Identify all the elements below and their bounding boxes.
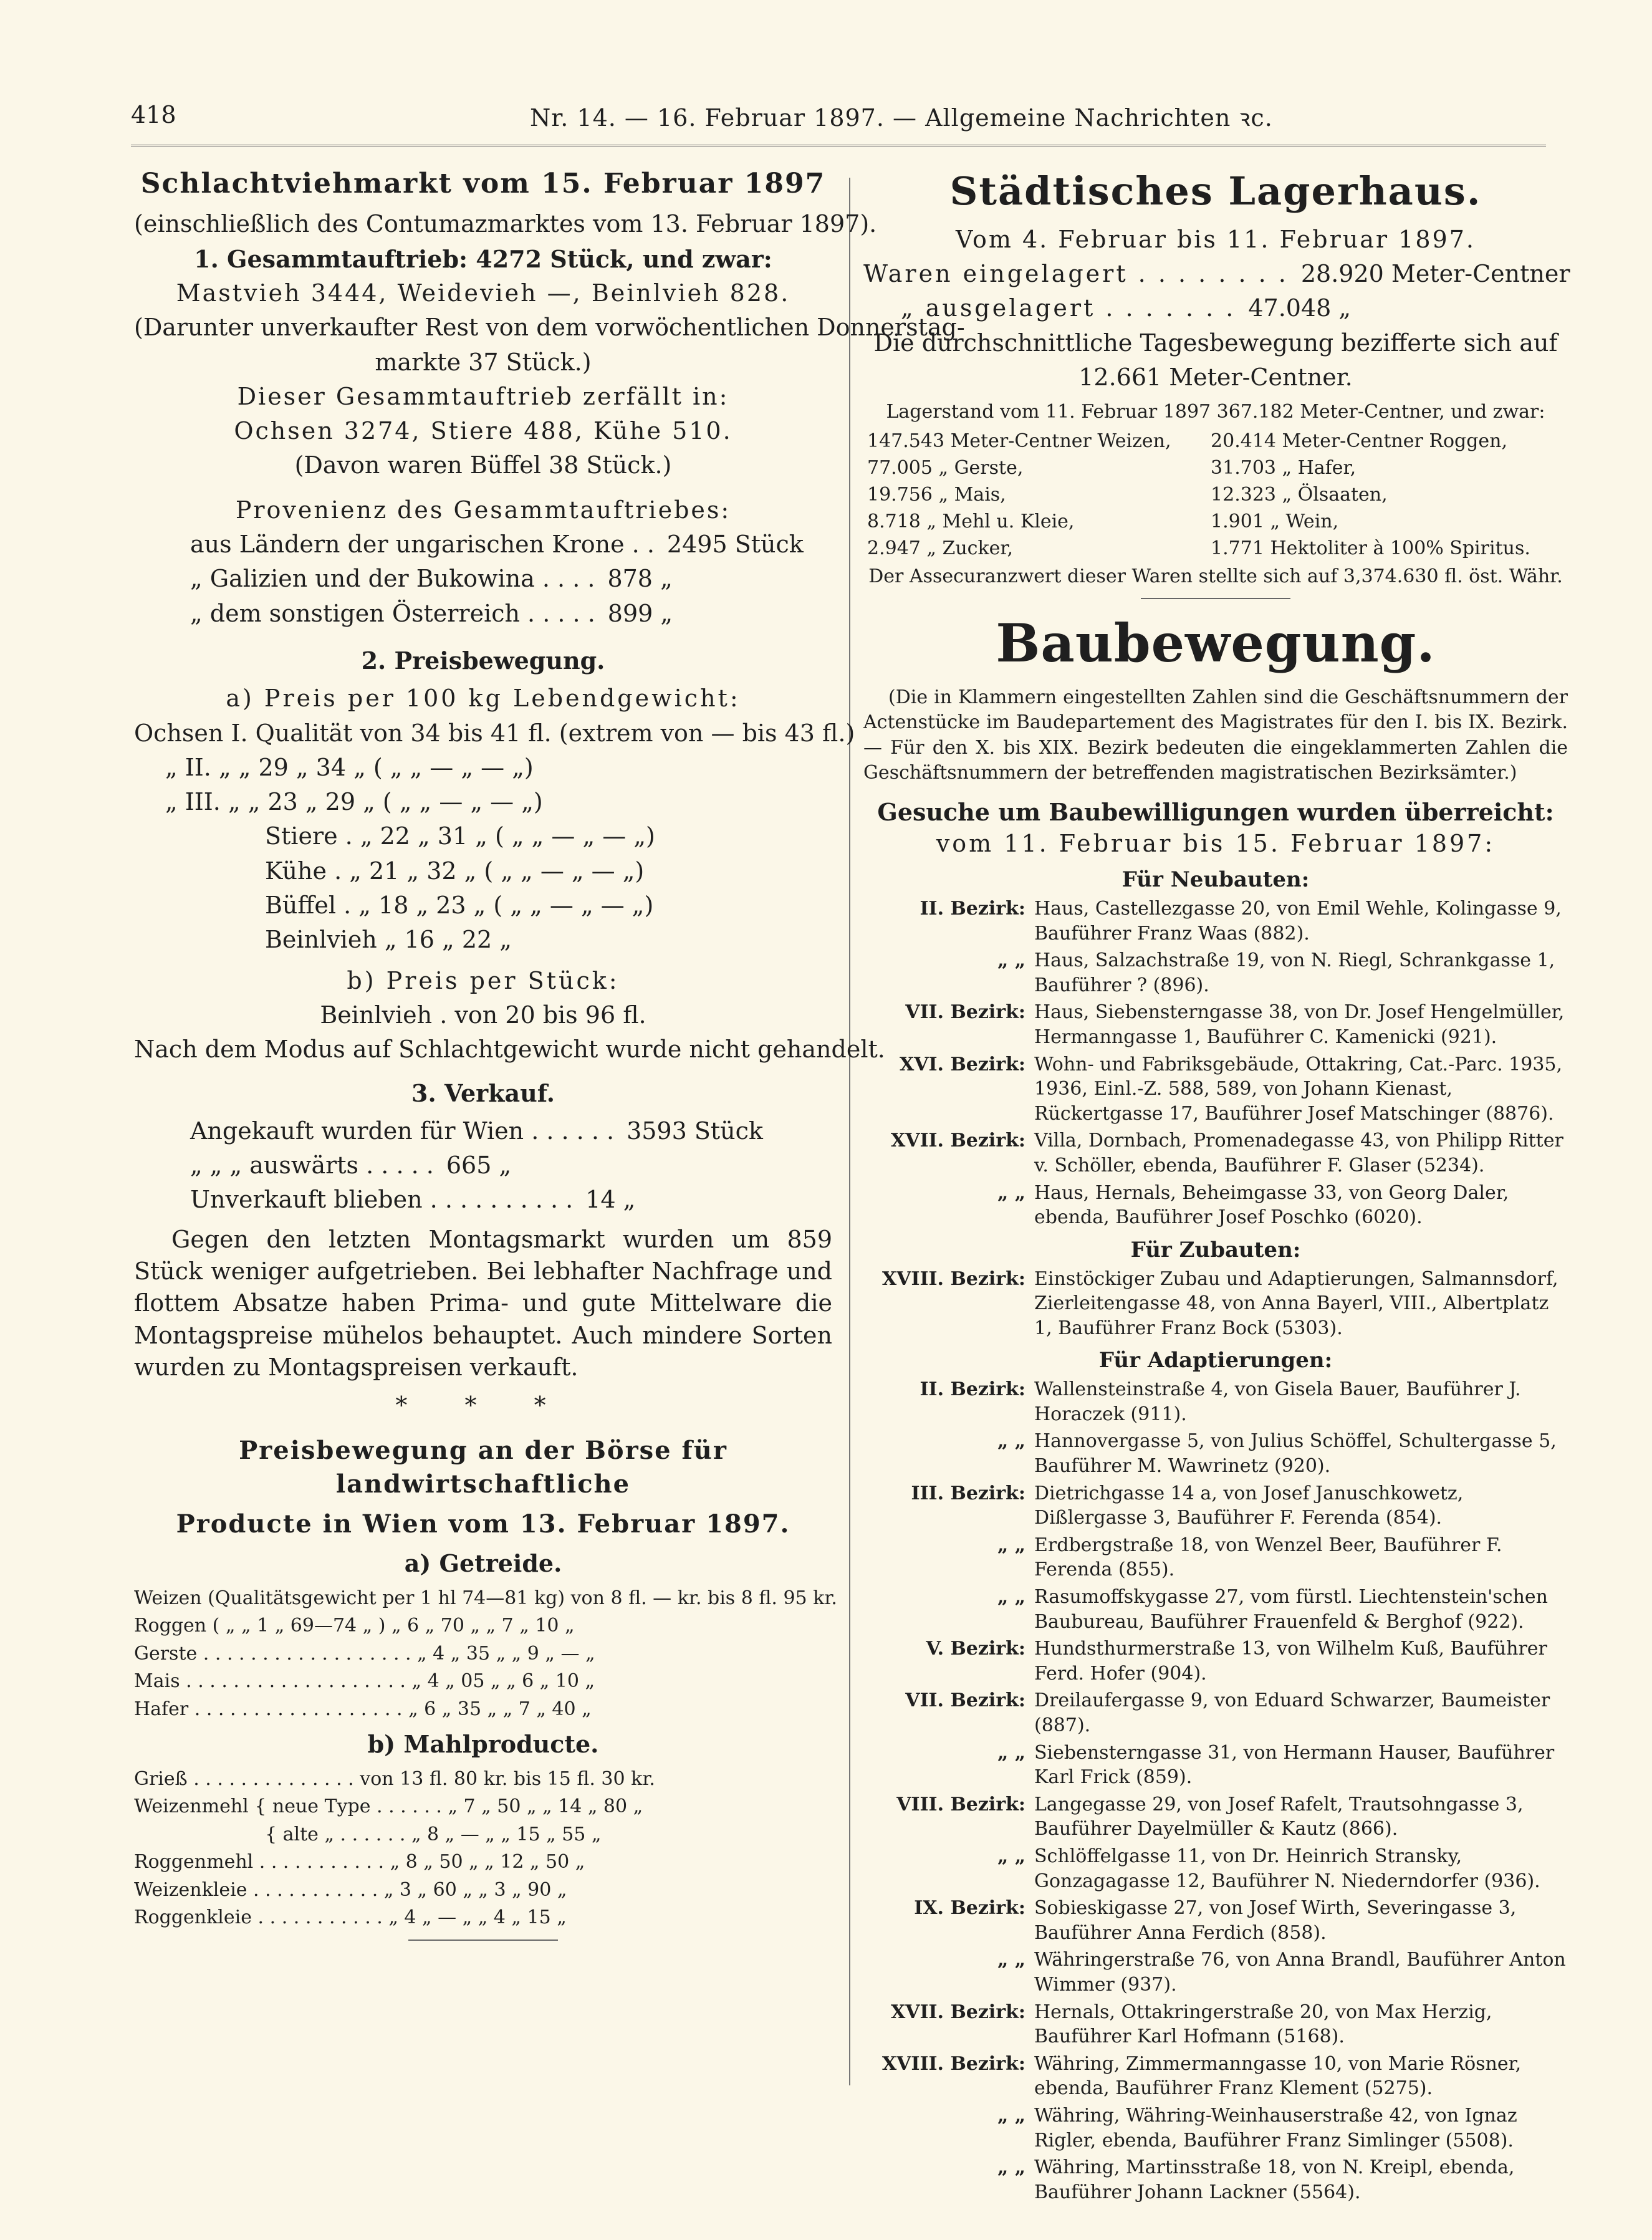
grain-heading: a) Getreide. <box>404 1549 562 1578</box>
slaughter-title: Schlachtviehmarkt vom 15. Februar 1897 <box>140 168 826 199</box>
permit-item <box>863 1377 1568 1426</box>
stock-table <box>863 428 1568 562</box>
stock-intro: Lagerstand vom 11. Februar 1897 367.182 Meter-Centner, und zwar: <box>886 401 1545 423</box>
permit-district: „ „ <box>997 1586 1025 1608</box>
sales-row <box>190 1150 832 1181</box>
permit-item <box>863 2000 1568 2049</box>
price-b-row: Beinlvieh . von 20 bis 96 fl. <box>320 1001 646 1029</box>
price-table <box>134 718 855 956</box>
price-row: „ III. „ „ 23 „ 29 „ ( „ „ — „ — „) <box>165 788 543 816</box>
exchange-title-1: Preisbewegung an der Börse für landwirtschaftliche <box>239 1436 728 1499</box>
storage-in-label: Waren eingelagert . . . . . . . . <box>863 259 1289 287</box>
provenance-row <box>190 529 832 560</box>
provenance-label: „ dem sonstigen Österreich . . . . . <box>190 599 595 627</box>
permit-item <box>863 1792 1568 1842</box>
permit-text: Hundsthurmerstraße 13, von Wilhelm Kuß, Bauführer Ferd. Hofer (904). <box>1034 1638 1547 1685</box>
permit-item <box>863 2052 1568 2101</box>
price-row: Ochsen I. Qualität von 34 bis 41 fl. (extrem von — bis 43 fl.) <box>134 719 855 747</box>
sales-list <box>134 1115 832 1216</box>
stock-row <box>863 508 1568 535</box>
price-row: Büffel . „ 18 „ 23 „ ( „ „ — „ — „) <box>265 892 654 920</box>
permit-text: Haus, Hernals, Beheimgasse 33, von Georg Daler, ebenda, Bauführer Josef Poschko (6020). <box>1034 1181 1509 1229</box>
permit-text: Wallensteinstraße 4, von Gisela Bauer, Bauführer J. Horaczek (911). <box>1034 1378 1521 1425</box>
grain-row: Roggen ( „ „ 1 „ 69—74 „ ) „ 6 „ 70 „ „ 7 „ 10 „ <box>134 1615 575 1637</box>
permit-district: III. Bezirk: <box>911 1482 1025 1504</box>
grain-row: Gerste . . . . . . . . . . . . . . . . . . „ 4 „ 35 „ „ 9 „ — „ <box>134 1642 595 1665</box>
stock-cell: 12.323 „ Ölsaaten, <box>1211 483 1388 506</box>
remainder-1: (Darunter unverkaufter Rest von dem vorwöchentlichen Donnerstag- <box>134 314 965 342</box>
storage-daily-1: Die durchschnittliche Tagesbewegung bezifferte sich auf <box>873 329 1558 357</box>
grain-row: Weizen (Qualitätsgewicht per 1 hl 74—81 kg) von 8 fl. — kr. bis 8 fl. 95 kr. <box>134 1587 837 1609</box>
milled-row: Roggenkleie . . . . . . . . . . . „ 4 „ — „ „ 4 „ 15 „ <box>134 1906 567 1929</box>
permit-text: Hannovergasse 5, von Julius Schöffel, Schultergasse 5, Bauführer M. Wawrinetz (920). <box>1034 1430 1557 1478</box>
grain-table <box>134 1586 837 1723</box>
storage-out-row <box>863 292 1568 324</box>
permit-district: „ „ <box>997 949 1025 972</box>
provenance-value: 899 „ <box>607 599 673 627</box>
new-heading: Für Neubauten: <box>1121 867 1310 893</box>
permit-item <box>863 1429 1568 1478</box>
total-heading: 1. Gesammtauftrieb: 4272 Stück, und zwar: <box>194 244 772 273</box>
provenance-label: aus Ländern der ungarischen Krone . . <box>190 531 655 559</box>
price-row: Kühe . „ 21 „ 32 „ ( „ „ — „ — „) <box>265 857 645 885</box>
sales-label: Unverkauft blieben . . . . . . . . . . <box>190 1186 574 1214</box>
storage-daily-2: 12.661 Meter-Centner. <box>1078 363 1353 391</box>
stock-row <box>863 535 1568 562</box>
permit-district: II. Bezirk: <box>920 898 1025 920</box>
stock-cell: 20.414 Meter-Centner Roggen, <box>1211 430 1508 452</box>
section-rule <box>1141 598 1290 599</box>
permit-text: Dreilaufergasse 9, von Eduard Schwarzer, Baumeister (887). <box>1034 1690 1550 1736</box>
milled-row: Weizenkleie . . . . . . . . . . . „ 3 „ 60 „ „ 3 „ 90 „ <box>134 1878 567 1901</box>
permit-district: VIII. Bezirk: <box>896 1793 1025 1815</box>
slaughter-subtitle: (einschließlich des Contumazmarktes vom 13. Februar 1897). <box>134 210 877 238</box>
permit-item <box>863 1741 1568 1790</box>
permit-text: Einstöckiger Zubau und Adaptierungen, Salmannsdorf, Zierleitengasse 48, von Anna Bayerl, VIII., Albertplatz 1, Bauführer Franz Bock (5303). <box>1034 1267 1558 1339</box>
storage-in-value: 28.920 Meter-Centner <box>1300 259 1570 287</box>
permit-district: „ „ <box>997 1741 1025 1764</box>
price-heading: 2. Preisbewegung. <box>361 646 605 675</box>
milled-row: { alte „ . . . . . . „ 8 „ — „ „ 15 „ 55 „ <box>265 1823 602 1845</box>
permit-district: IX. Bezirk: <box>914 1897 1025 1920</box>
provenance-row <box>190 598 832 630</box>
permit-text: Hernals, Ottakringerstraße 20, von Max Herzig, Bauführer Karl Hofmann (5168). <box>1034 2001 1492 2048</box>
storage-out-value: 47.048 „ <box>1248 294 1352 322</box>
storage-title: Städtisches Lagerhaus. <box>949 168 1482 214</box>
sales-row <box>190 1115 832 1147</box>
add-heading: Für Zubauten: <box>1130 1237 1301 1262</box>
permit-district: VII. Bezirk: <box>905 1690 1025 1712</box>
permit-item <box>863 1000 1568 1049</box>
milled-heading: b) Mahlproducte. <box>367 1730 599 1759</box>
stock-cell: 1.771 Hektoliter à 100% Spiritus. <box>1211 537 1530 559</box>
price-b-heading: b) Preis per Stück: <box>347 966 620 994</box>
permit-item <box>863 1948 1568 1997</box>
permit-text: Sobieskigasse 27, von Josef Wirth, Severingasse 3, Bauführer Anna Ferdich (858). <box>1034 1897 1517 1944</box>
buffalo-note: (Davon waren Büffel 38 Stück.) <box>294 451 672 479</box>
running-title: Nr. 14. — 16. Februar 1897. — Allgemeine Nachrichten ꝛc. <box>530 104 1273 132</box>
permits-period: vom 11. Februar bis 15. Februar 1897: <box>936 829 1496 857</box>
sale-heading: 3. Verkauf. <box>411 1079 555 1107</box>
storage-period: Vom 4. Februar bis 11. Februar 1897. <box>956 225 1476 253</box>
price-row: „ II. „ „ 29 „ 34 „ ( „ „ — „ — „) <box>165 753 534 781</box>
permit-district: „ „ <box>997 1181 1025 1204</box>
permit-district: XVIII. Bezirk: <box>881 1267 1025 1290</box>
permit-item <box>863 1844 1568 1893</box>
permit-item <box>863 1052 1568 1127</box>
stock-cell: 19.756 „ Mais, <box>867 483 1006 506</box>
permits-list <box>863 866 1568 2204</box>
permit-text: Rasumoffskygasse 27, vom fürstl. Liechtenstein'schen Baubureau, Bauführer Frauenfeld & Berghof (922). <box>1034 1586 1549 1633</box>
provenance-value: 2495 Stück <box>666 531 804 559</box>
grain-row: Hafer . . . . . . . . . . . . . . . . . . „ 6 „ 35 „ „ 7 „ 40 „ <box>134 1698 592 1720</box>
permit-text: Langegasse 29, von Josef Rafelt, Trautsohngasse 3, Bauführer Dayelmüller & Kautz (866). <box>1034 1793 1524 1840</box>
permit-district: „ „ <box>997 2156 1025 2179</box>
sales-value: 3593 Stück <box>627 1117 763 1145</box>
stock-cell: 2.947 „ Zucker, <box>867 537 1013 559</box>
stock-cell: 31.703 „ Hafer, <box>1211 456 1357 479</box>
permit-text: Haus, Siebensterngasse 38, von Dr. Josef Hengelmüller, Hermanngasse 1, Bauführer C. Kamenicki (921). <box>1034 1001 1565 1048</box>
milled-row: Weizenmehl { neue Type . . . . . . „ 7 „ 50 „ „ 14 „ 80 „ <box>134 1795 643 1818</box>
permit-district: „ „ <box>997 1430 1025 1453</box>
page-header <box>131 94 1540 137</box>
page-number: 418 <box>131 101 176 128</box>
provenance-list <box>134 529 832 630</box>
section-rule <box>408 1940 558 1941</box>
permit-text: Währing, Zimmermanngasse 10, von Marie Rösner, ebenda, Bauführer Franz Klement (5275). <box>1034 2052 1522 2100</box>
permit-text: Währing, Martinsstraße 18, von N. Kreipl, ebenda, Bauführer Johann Lackner (5564). <box>1034 2156 1515 2203</box>
permit-item <box>863 1637 1568 1686</box>
price-row: Beinlvieh „ 16 „ 22 „ <box>265 926 512 954</box>
permit-district: XVIII. Bezirk: <box>881 2052 1025 2075</box>
split-values: Ochsen 3274, Stiere 488, Kühe 510. <box>234 417 732 445</box>
permit-district: „ „ <box>997 1949 1025 1971</box>
milled-row: Grieß . . . . . . . . . . . . . . von 13 fl. 80 kr. bis 15 fl. 30 kr. <box>134 1767 655 1790</box>
stock-row <box>863 481 1568 508</box>
provenance-label: „ Galizien und der Bukowina . . . . <box>190 565 595 593</box>
sales-value: 665 „ <box>446 1151 512 1180</box>
price-row: Stiere . „ 22 „ 31 „ ( „ „ — „ — „) <box>265 822 655 850</box>
sales-value: 14 „ <box>585 1186 636 1214</box>
permit-item <box>863 1688 1568 1738</box>
permit-text: Erdbergstraße 18, von Wenzel Beer, Bauführer F. Ferenda (855). <box>1034 1534 1502 1581</box>
provenance-heading: Provenienz des Gesammtauftriebes: <box>235 496 731 524</box>
permit-item <box>863 1181 1568 1230</box>
permit-item <box>863 1267 1568 1341</box>
sales-label: Angekauft wurden für Wien . . . . . . <box>190 1117 615 1145</box>
adapt-heading: Für Adaptierungen: <box>1098 1348 1333 1373</box>
permit-item <box>863 1481 1568 1531</box>
split-intro: Dieser Gesammtauftrieb zerfällt in: <box>237 382 729 410</box>
grain-row: Mais . . . . . . . . . . . . . . . . . . . „ 4 „ 05 „ „ 6 „ 10 „ <box>134 1670 595 1693</box>
provenance-row <box>190 563 832 595</box>
permit-item <box>863 1585 1568 1634</box>
provenance-value: 878 „ <box>607 565 673 593</box>
permit-text: Währingerstraße 76, von Anna Brandl, Bauführer Anton Wimmer (937). <box>1034 1949 1566 1996</box>
stock-row <box>863 454 1568 481</box>
breakdown: Mastvieh 3444, Weidevieh —, Beinlvieh 828. <box>176 279 790 307</box>
price-a-heading: a) Preis per 100 kg Lebendgewicht: <box>226 685 741 713</box>
storage-out-label: „ ausgelagert . . . . . . . <box>901 294 1236 322</box>
remainder-2: markte 37 Stück.) <box>375 348 592 376</box>
sales-row <box>190 1184 832 1216</box>
stock-row <box>863 428 1568 454</box>
permit-item <box>863 1533 1568 1582</box>
section-stars: * * * <box>395 1392 571 1420</box>
permit-text: Haus, Salzachstraße 19, von N. Riegl, Schrankgasse 1, Bauführer ? (896). <box>1034 949 1555 996</box>
permit-text: Schlöffelgasse 11, von Dr. Heinrich Stransky, Gonzagagasse 12, Bauführer N. Niederndorfer (936). <box>1034 1845 1540 1892</box>
header-rule <box>131 145 1546 147</box>
permit-text: Dietrichgasse 14 a, von Josef Januschkowetz, Dißlergasse 3, Bauführer F. Ferenda (854). <box>1034 1482 1464 1529</box>
stock-cell: 147.543 Meter-Centner Weizen, <box>867 430 1171 452</box>
permit-district: „ „ <box>997 1845 1025 1867</box>
exchange-title-2: Producte in Wien vom 13. Februar 1897. <box>176 1509 790 1539</box>
permit-item <box>863 948 1568 997</box>
permit-text: Siebensterngasse 31, von Hermann Hauser, Bauführer Karl Frick (859). <box>1034 1741 1555 1789</box>
milled-row: Roggenmehl . . . . . . . . . . . „ 8 „ 50 „ „ 12 „ 50 „ <box>134 1851 585 1873</box>
permits-title: Gesuche um Baubewilligungen wurden überreicht: <box>877 797 1554 826</box>
permit-district: V. Bezirk: <box>926 1638 1025 1660</box>
stock-cell: 8.718 „ Mehl u. Kleie, <box>867 510 1075 532</box>
building-title: Baubewegung. <box>996 612 1436 675</box>
summary-paragraph: Gegen den letzten Montagsmarkt wurden um 859 Stück weniger aufgetrieben. Bei lebhafter Nachfrage und flottem Absatze haben Prima- und gute Mittelware die Montagspreise mühelos behauptet. Auch mindere Sorten wurden zu Montagspreisen verkauft. <box>134 1225 832 1381</box>
permit-district: „ „ <box>997 2104 1025 2127</box>
permit-district: XVI. Bezirk: <box>899 1053 1025 1075</box>
permit-text: Währing, Währing-Weinhauserstraße 42, von Ignaz Rigler, ebenda, Bauführer Franz Simlinger (5508). <box>1034 2104 1517 2151</box>
building-note: (Die in Klammern eingestellten Zahlen sind die Geschäftsnummern der Actenstücke im Baudepartement des Magistrates für den I. bis IX. Bezirk. — Für den X. bis XIX. Bezirk bedeuten die eingeklammerten Zahlen die Geschäftsnummern der betreffenden magistratischen Bezirksämter.) <box>863 686 1568 784</box>
right-column <box>863 165 1568 2207</box>
column-divider <box>849 178 850 2085</box>
permit-text: Villa, Dornbach, Promenadegasse 43, von Philipp Ritter v. Schöller, ebenda, Bauführer F. Glaser (5234). <box>1034 1130 1563 1176</box>
permit-item <box>863 2155 1568 2204</box>
stock-cell: 77.005 „ Gerste, <box>867 456 1024 479</box>
permit-district: II. Bezirk: <box>920 1378 1025 1401</box>
permit-text: Haus, Castellezgasse 20, von Emil Wehle, Kolingasse 9, Bauführer Franz Waas (882). <box>1034 898 1562 945</box>
stock-cell: 1.901 „ Wein, <box>1211 510 1339 532</box>
permit-district: „ „ <box>997 1534 1025 1556</box>
permit-district: VII. Bezirk: <box>905 1001 1025 1024</box>
storage-in-row <box>863 258 1568 290</box>
permit-item <box>863 1896 1568 1945</box>
sales-label: „ „ „ auswärts . . . . . <box>190 1151 434 1180</box>
insurance-note: Der Assecuranzwert dieser Waren stellte sich auf 3,374.630 fl. öst. Währ. <box>868 565 1563 587</box>
price-note: Nach dem Modus auf Schlachtgewicht wurde nicht gehandelt. <box>134 1036 885 1064</box>
permit-item <box>863 1128 1568 1178</box>
permit-item <box>863 896 1568 946</box>
permit-text: Wohn- und Fabriksgebäude, Ottakring, Cat.-Parc. 1935, 1936, Einl.-Z. 588, 589, von Johann Kienast, Rückertgasse 17, Bauführer Josef Matschinger (8876). <box>1034 1053 1563 1125</box>
permit-district: XVII. Bezirk: <box>890 2001 1025 2023</box>
permit-item <box>863 2103 1568 2153</box>
permit-district: XVII. Bezirk: <box>890 1130 1025 1152</box>
milled-table <box>134 1767 832 1931</box>
